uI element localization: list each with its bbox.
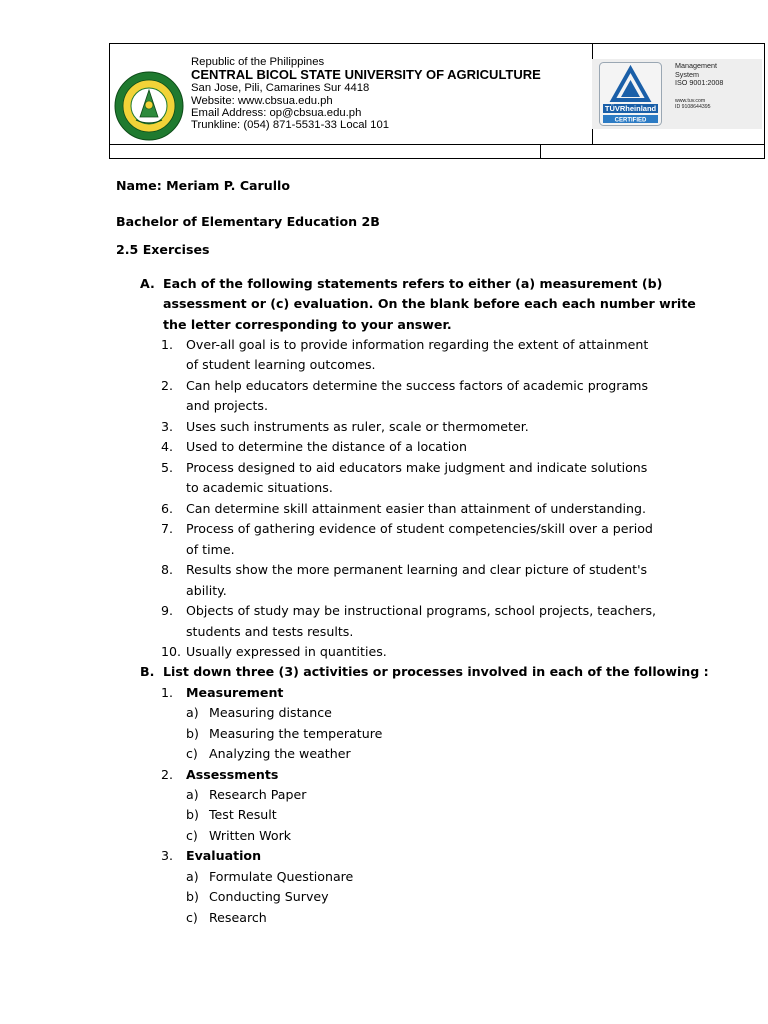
certification-text	[675, 62, 723, 110]
part-a-item-number: 10.	[161, 644, 182, 659]
seal-cell	[110, 44, 189, 144]
part-b-group-title: Evaluation	[186, 848, 262, 863]
part-a-item-text: Over-all goal is to provide information regarding the extent of attainment	[186, 337, 649, 352]
cert-line-1: Management	[675, 61, 717, 70]
university-info-cell	[189, 44, 593, 144]
part-a-item-number: 7.	[161, 521, 174, 536]
part-b-marker: B.	[140, 664, 155, 679]
part-b-group-number: 2.	[161, 767, 174, 782]
part-a-item-text: students and tests results.	[186, 624, 354, 639]
cert-line-5: ID 9108644395	[675, 104, 711, 111]
part-a-item-text: Can determine skill attainment easier than attainment of understanding.	[186, 501, 646, 516]
part-a-item-text: Objects of study may be instructional programs, school projects, teachers,	[186, 603, 657, 618]
exercise-title: 2.5 Exercises	[116, 242, 210, 257]
part-a-item-text: Process designed to aid educators make judgment and indicate solutions	[186, 460, 648, 475]
part-a-item-text: to academic situations.	[186, 480, 333, 495]
part-b-item-letter: b)	[186, 889, 199, 904]
email-line: Email Address: op@cbsua.edu.ph	[191, 106, 362, 119]
part-a-item-text: Process of gathering evidence of student competencies/skill over a period	[186, 521, 653, 536]
part-a-item-text: and projects.	[186, 398, 268, 413]
part-b-item-letter: a)	[186, 787, 199, 802]
part-a-item-number: 2.	[161, 378, 174, 393]
badge-brand-text: TÜVRheinland	[604, 104, 657, 113]
part-b-group-number: 3.	[161, 848, 174, 863]
part-a-item-number: 5.	[161, 460, 174, 475]
part-b-group-title: Measurement	[186, 685, 284, 700]
part-a-item-number: 6.	[161, 501, 174, 516]
part-b-item-letter: a)	[186, 869, 199, 884]
part-b-group-number: 1.	[161, 685, 174, 700]
tuv-certified-badge-icon	[599, 62, 662, 126]
part-b-item-text: Written Work	[209, 828, 292, 843]
part-a-item-text: Used to determine the distance of a location	[186, 439, 467, 454]
republic-line: Republic of the Philippines	[191, 56, 325, 68]
part-b-item-text: Measuring distance	[209, 705, 332, 720]
part-a-item-text: of student learning outcomes.	[186, 357, 376, 372]
part-b-item-text: Test Result	[209, 807, 277, 822]
part-a-item-text: Can help educators determine the success factors of academic programs	[186, 378, 649, 393]
part-b-item-text: Research	[209, 910, 267, 925]
certification-cell	[592, 44, 764, 144]
part-a-instruction-line-2: assessment or (c) evaluation. On the blank before each each number write	[163, 296, 696, 311]
part-b-item-letter: a)	[186, 705, 199, 720]
part-a-item-text: Usually expressed in quantities.	[186, 644, 387, 659]
university-seal-icon	[114, 71, 184, 141]
part-a-item-text: ability.	[186, 583, 227, 598]
part-b-item-text: Analyzing the weather	[209, 746, 351, 761]
part-a-item-text: Uses such instruments as ruler, scale or thermometer.	[186, 419, 529, 434]
part-b-item-text: Conducting Survey	[209, 889, 329, 904]
letterhead-top-row	[110, 44, 764, 145]
part-a-item-number: 3.	[161, 419, 174, 434]
student-program: Bachelor of Elementary Education 2B	[116, 214, 380, 229]
part-a-marker: A.	[140, 276, 155, 291]
address-line: San Jose, Pili, Camarines Sur 4418	[191, 82, 370, 95]
cert-line-2: System	[675, 69, 699, 79]
trunkline-line: Trunkline: (054) 871-5531-33 Local 101	[191, 119, 390, 132]
part-b-item-letter: c)	[186, 910, 198, 925]
part-a-item-number: 1.	[161, 337, 174, 352]
part-b-item-letter: c)	[186, 746, 198, 761]
part-a-item-number: 9.	[161, 603, 174, 618]
part-b-item-text: Research Paper	[209, 787, 307, 802]
part-b-item-text: Measuring the temperature	[209, 726, 383, 741]
part-b-instruction: List down three (3) activities or processes involved in each of the following :	[163, 664, 709, 679]
part-b-item-text: Formulate Questionare	[209, 869, 354, 884]
part-a-item-number: 8.	[161, 562, 174, 577]
part-a-instruction-line-3: the letter corresponding to your answer.	[163, 317, 452, 332]
part-b-item-letter: c)	[186, 828, 198, 843]
cert-line-3: ISO 9001:2008	[675, 78, 724, 88]
part-a-item-text: of time.	[186, 542, 235, 557]
part-a-item-text: Results show the more permanent learning and clear picture of student's	[186, 562, 648, 577]
university-info	[191, 56, 541, 131]
badge-status-text: CERTIFIED	[614, 117, 647, 124]
part-b-item-letter: b)	[186, 807, 199, 822]
bottom-row-divider	[540, 144, 541, 159]
part-b-item-letter: b)	[186, 726, 199, 741]
website-line: Website: www.cbsua.edu.ph	[191, 94, 333, 107]
letterhead-bottom-row	[110, 144, 764, 159]
part-b-group-title: Assessments	[186, 767, 279, 782]
student-name: Name: Meriam P. Carullo	[116, 178, 291, 193]
part-a-instruction-line-1: Each of the following statements refers to either (a) measurement (b)	[163, 276, 663, 291]
cert-line-4: www.tuv.com	[675, 97, 706, 104]
part-a-item-number: 4.	[161, 439, 174, 454]
letterhead	[109, 43, 765, 159]
university-name: CENTRAL BICOL STATE UNIVERSITY OF AGRICULTURE	[191, 67, 541, 83]
